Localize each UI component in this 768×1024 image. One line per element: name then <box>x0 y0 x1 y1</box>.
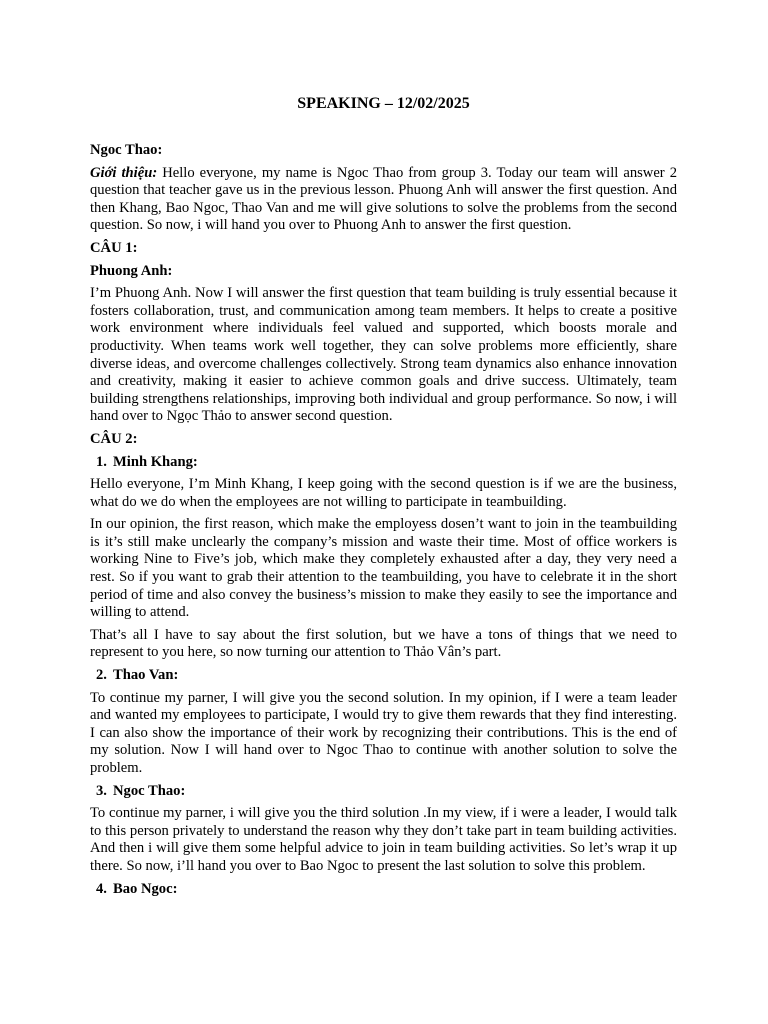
q2-item-3-paragraph: To continue my parner, i will give you the third solution .In my view, if i were a leader, I would talk to this person privately to understand the reason why they don’t take part in team building activities. And then i will give them some helpful advice to join in team building activities. So let’s wrap it up there. So now, i’ll hand you over to Bao Ngoc to present the last solution to solve this problem. <box>90 805 677 874</box>
intro-speaker: Ngoc Thao: <box>90 142 163 158</box>
intro-paragraph <box>90 165 677 235</box>
document-title: SPEAKING – 12/02/2025 <box>297 95 470 112</box>
q1-speaker: Phuong Anh: <box>90 262 173 279</box>
q2-item-4-speaker: 4. Bao Ngoc: <box>96 880 178 897</box>
q2-item-1-paragraph: In our opinion, the first reason, which make the employess dosen’t want to join in the teambuilding is it’s still make unclearly the company’s mission and waste their time. Most of office workers is working Nine to Five’s job, which make they completely exhausted after a day, they very need a rest. So if you want to grab their attention to the teambuilding, you have to celebrate it in the short period of time and also convey the business’s mission to make they easily to see the importance and willing to attend. <box>90 516 677 621</box>
q2-item-1-paragraph: That’s all I have to say about the first solution, but we have a tons of things that we need to represent to you here, so now turning our attention to Thảo Vân’s part. <box>90 626 677 661</box>
document-body <box>90 142 677 903</box>
q2-heading: CÂU 2: <box>90 430 138 447</box>
intro-text: Hello everyone, my name is Ngoc Thao from group 3. Today our team will answer 2 question that teacher gave us in the previous lesson. Phuong Anh will answer the first question. And then Khang, Bao Ngoc, Thao Van and me will give solutions to solve the problems from the second question. So now, i will hand you over to Phuong Anh to answer the first question. <box>90 164 677 234</box>
q2-item-1-speaker: 1. Minh Khang: <box>96 453 198 470</box>
q2-item-1-paragraph: Hello everyone, I’m Minh Khang, I keep going with the second question is if we are the business, what do we do when the employees are not willing to participate in teambuilding. <box>90 476 677 510</box>
intro-lead: Giới thiệu: <box>90 164 158 181</box>
q1-paragraph: I’m Phuong Anh. Now I will answer the first question that team building is truly essential because it fosters collaboration, trust, and communication among team members. It helps to create a positive work environment where individuals feel valued and supported, which boosts morale and productivity. When teams work well together, they can solve problems more efficiently, share diverse ideas, and overcome challenges collectively. Strong team dynamics also enhance innovation and creativity, making it easier to achieve common goals and drive success. Ultimately, team building strengthens relationships, improving both individual and group performance. So now, i will hand over to Ngọc Thảo to answer second question. <box>90 285 677 425</box>
q2-item-2-paragraph: To continue my parner, I will give you the second solution. In my opinion, if I were a team leader and wanted my employees to participate, I would try to give them rewards that they find interesting. I can also show the importance of their work by recognizing their contributions. This is the end of my solution. Now I will hand over to Ngoc Thao to continue with another solution to solve the problem. <box>90 689 677 776</box>
q2-item-3-speaker: 3. Ngoc Thao: <box>96 782 186 799</box>
q2-item-2-speaker: 2. Thao Van: <box>96 667 179 684</box>
q1-heading: CÂU 1: <box>90 239 138 256</box>
